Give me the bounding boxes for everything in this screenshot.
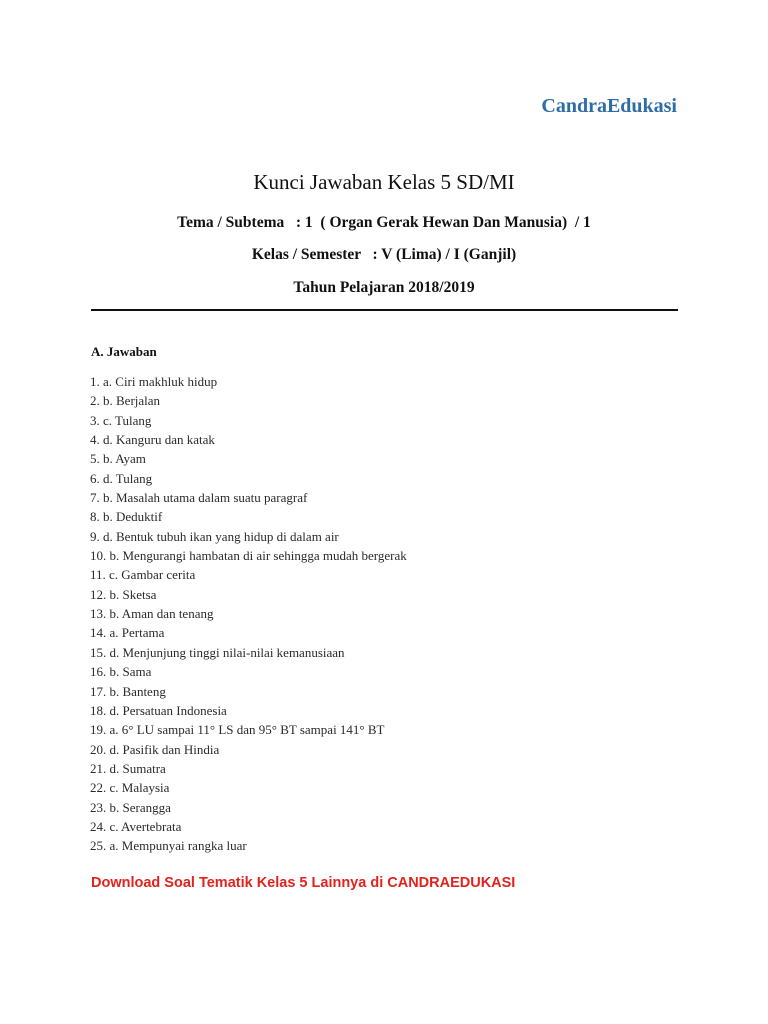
answer-item: 21. d. Sumatra <box>90 760 166 776</box>
answer-item: 13. b. Aman dan tenang <box>90 606 214 622</box>
answer-list <box>90 372 407 856</box>
answer-item: 10. b. Mengurangi hambatan di air sehingga mudah bergerak <box>90 548 407 564</box>
answer-item: 24. c. Avertebrata <box>90 818 182 834</box>
header-divider <box>91 309 678 311</box>
answer-item: 19. a. 6° LU sampai 11° LS dan 95° BT sampai 141° BT <box>90 722 385 738</box>
answer-item: 2. b. Berjalan <box>90 393 161 409</box>
answer-item: 17. b. Banteng <box>90 683 166 699</box>
answer-item: 23. b. Serangga <box>90 799 171 815</box>
answer-item: 4. d. Kanguru dan katak <box>90 432 215 448</box>
answer-item: 11. c. Gambar cerita <box>90 567 196 583</box>
answer-item: 1. a. Ciri makhluk hidup <box>90 374 218 389</box>
answer-item: 9. d. Bentuk tubuh ikan yang hidup di dalam air <box>90 528 339 544</box>
answer-item: 3. c. Tulang <box>90 412 152 428</box>
document-title: Kunci Jawaban Kelas 5 SD/MI <box>253 170 515 194</box>
theme-subtheme-line: Tema / Subtema : 1 ( Organ Gerak Hewan Dan Manusia) / 1 <box>177 214 591 231</box>
answer-item: 15. d. Menjunjung tinggi nilai-nilai kemanusiaan <box>90 644 345 660</box>
answer-item: 22. c. Malaysia <box>90 780 170 796</box>
answer-item: 12. b. Sketsa <box>90 586 157 602</box>
answer-item: 16. b. Sama <box>90 664 152 680</box>
answer-item: 25. a. Mempunyai rangka luar <box>90 838 247 854</box>
answer-item: 18. d. Persatuan Indonesia <box>90 702 227 718</box>
academic-year-line: Tahun Pelajaran 2018/2019 <box>293 279 475 296</box>
download-link[interactable]: Download Soal Tematik Kelas 5 Lainnya di CANDRAEDUKASI <box>91 875 516 891</box>
answer-item: 14. a. Pertama <box>90 625 165 641</box>
brand-name: CandraEdukasi <box>541 95 677 117</box>
answer-item: 7. b. Masalah utama dalam suatu paragraf <box>90 490 308 506</box>
answer-item: 6. d. Tulang <box>90 470 153 486</box>
class-semester-line: Kelas / Semester : V (Lima) / I (Ganjil) <box>251 246 517 263</box>
section-heading: A. Jawaban <box>91 344 157 359</box>
answer-item: 8. b. Deduktif <box>90 509 163 525</box>
answer-item: 20. d. Pasifik dan Hindia <box>90 741 220 757</box>
answer-item: 5. b. Ayam <box>90 451 146 467</box>
